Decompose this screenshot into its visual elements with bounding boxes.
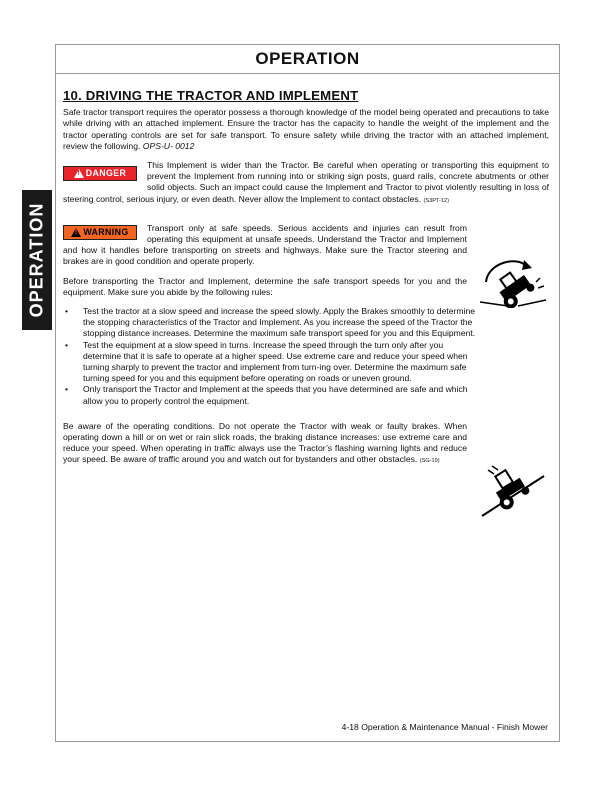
warning-block bbox=[63, 223, 467, 276]
tractor-rollover-icon bbox=[478, 252, 548, 308]
danger-alert-icon: ! bbox=[74, 169, 84, 178]
danger-text: This Implement is wider than the Tractor. Be careful when operating or transporting this equipment to prevent the Implement from running into or striking sign posts, guard rails, concrete abutments or other solid objects. Such an impact could cause the Implement and Tractor to pivot violently resulting in loss of steering control, serious injury, or even death. Never allow the Implement to contact obstacles. bbox=[63, 160, 549, 204]
danger-code: (S3PT-12) bbox=[423, 197, 449, 204]
list-item: • Only transport the Tractor and Implement at the speeds that you have determined are safe and which allow you to properly control the equipment. bbox=[83, 384, 483, 406]
rules-list bbox=[63, 306, 483, 407]
main-content bbox=[63, 90, 549, 476]
warning-badge-label: WARNING bbox=[83, 226, 129, 237]
conditions-text: Be aware of the operating conditions. Do not operate the Tractor with weak or faulty brakes. When operating down a hill or on wet or rain slick roads, the braking distance increases: use extreme care and reduce your speed. When operating in traffic always use the Tractor’s flashing warning lights and reduce your speed. Be aware of traffic around you and watch out for bystanders and other obstacles. bbox=[63, 420, 467, 465]
conditions-code: (SG-19) bbox=[419, 458, 440, 465]
danger-block bbox=[63, 160, 549, 215]
intro-text: Safe tractor transport requires the operator possess a thorough knowledge of the model being operated and precautions to take while driving with an attached implement. Ensure the tractor has the capacity to handle the weight of the implement and the tractor operating controls are set for safe transport. To ensure safety while driving the tractor with an attached implement, review the following. bbox=[63, 107, 549, 151]
page-header-title: OPERATION bbox=[255, 48, 360, 68]
danger-badge-label: DANGER bbox=[85, 167, 127, 178]
tractor-slope-icon bbox=[478, 462, 548, 518]
page-footer: 4-18 Operation & Maintenance Manual - Finish Mower bbox=[341, 722, 548, 732]
warning-badge bbox=[63, 225, 137, 240]
list-item: • Test the equipment at a slow speed in turns. Increase the speed through the turn only after you determine that it is safe to operate at a higher speed. Use extreme care and reduce your speed when turning sharply to prevent the tractor and implement from turn-ing over. Determine the maximum safe turning speed for you and this equipment before operating on roads or uneven ground. bbox=[83, 340, 483, 385]
side-tab-label: OPERATION bbox=[26, 202, 47, 318]
warning-paragraph: Transport only at safe speeds. Serious accidents and injuries can result from operating this equipment at unsafe speeds. Understand the Tractor and Implement and how it handles before transporting on streets and highways. Make sure the Tractor steering and brakes are in good condition and operate properly. bbox=[63, 222, 467, 267]
intro-paragraph bbox=[63, 107, 549, 152]
page-header bbox=[55, 44, 560, 74]
rules-intro: Before transporting the Tractor and Implement, determine the safe transport speeds for you and the equipment. Make sure you abide by the following rules: bbox=[63, 275, 467, 297]
danger-badge bbox=[63, 166, 137, 181]
side-tab bbox=[22, 190, 52, 330]
conditions-paragraph bbox=[63, 421, 467, 468]
list-item: • Test the tractor at a slow speed and increase the speed slowly. Apply the Brakes smoothly to determine the stopping characteristics of the Tractor and Implement. As you increase the speed of the Tractor the stopping distance increases. Determine the maximum safe transport speed for you and this Equipment. bbox=[83, 306, 483, 340]
warning-alert-icon: ! bbox=[71, 228, 81, 237]
intro-code: OPS-U- 0012 bbox=[142, 140, 195, 151]
section-title: 10. DRIVING THE TRACTOR AND IMPLEMENT bbox=[63, 88, 359, 103]
